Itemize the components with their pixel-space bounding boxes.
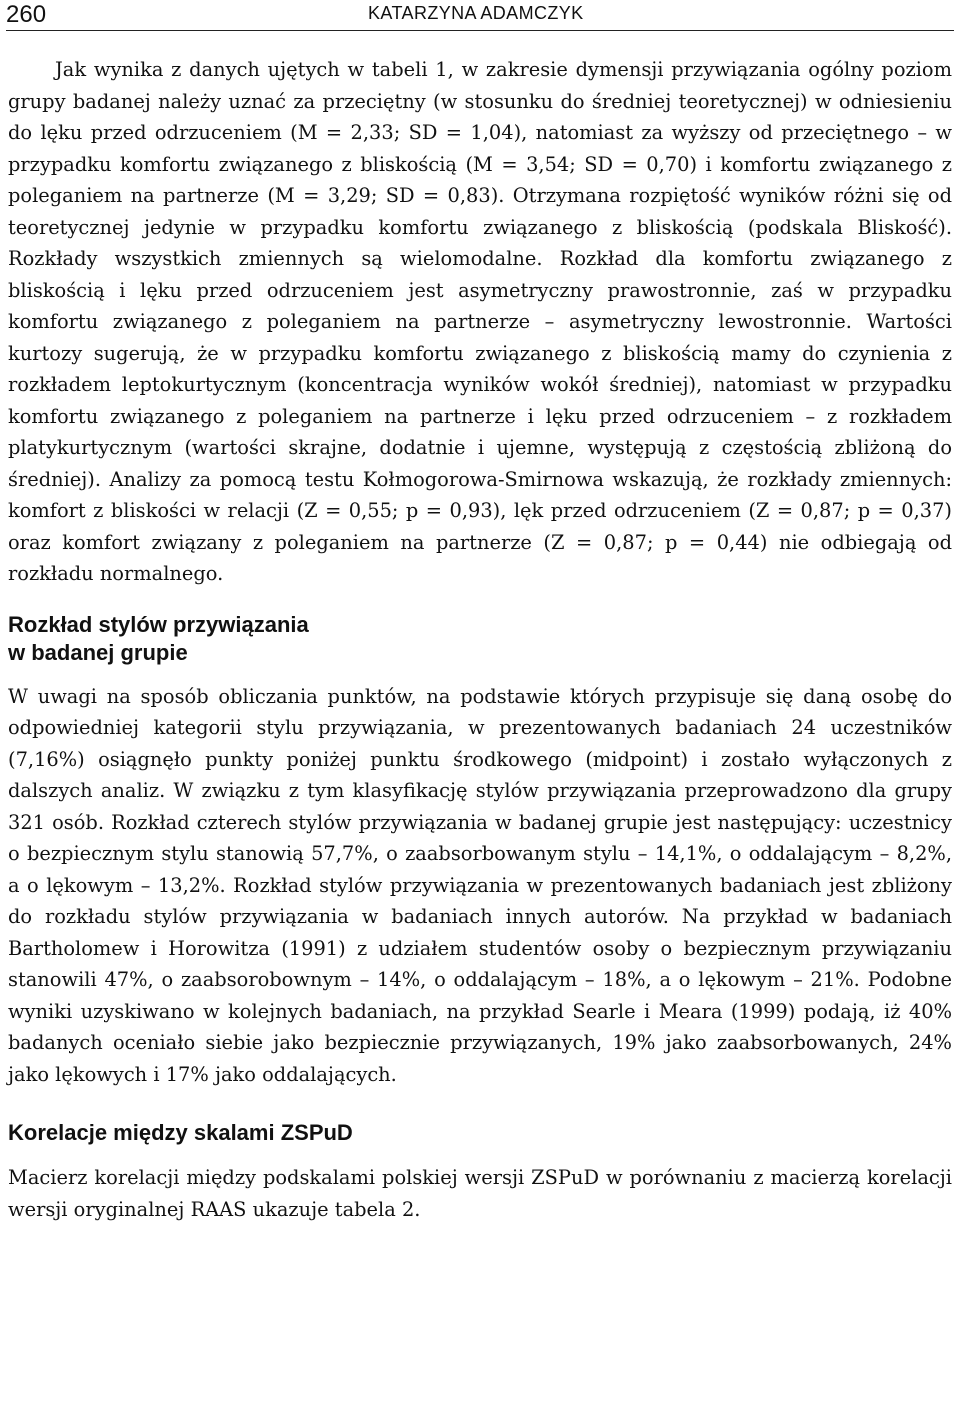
page-number: 260 <box>6 1 47 28</box>
heading-line-2: w badanej grupie <box>8 639 188 665</box>
page-content <box>8 54 952 1225</box>
running-head: KATARZYNA ADAMCZYK <box>368 3 584 23</box>
section-heading-attachment-styles <box>8 611 952 667</box>
heading-line-1: Rozkład stylów przywiązania <box>8 611 309 637</box>
page-header <box>6 0 954 31</box>
section-heading-correlations: Korelacje między skalami ZSPuD <box>8 1120 353 1145</box>
body-paragraph-1: Jak wynika z danych ujętych w tabeli 1, w zakresie dymensji przywiązania ogólny poziom grupy badanej należy uznać za przeciętny (w stosunku do średniej teoretycznej) w odniesieniu do lęku przed odrzuceniem (M = 2,33; SD = 1,04), natomiast za wyższy od przeciętnego – w przypadku komfortu związanego z bliskością (M = 3,54; SD = 0,70) i komfortu związanego z poleganiem na partnerze (M = 3,29; SD = 0,83). Otrzymana rozpiętość wyników różni się od teoretycznej jedynie w przypadku komfortu związanego z bliskością (podskala Bliskość). Rozkłady wszystkich zmiennych są wielomodalne. Rozkład dla komfortu związanego z bliskością i lęku przed odrzuceniem jest asymetryczny prawostronnie, zaś w przypadku komfortu związanego z poleganiem na partnerze – asymetryczny lewostronnie. Wartości kurtozy sugerują, że w przypadku komfortu związanego z bliskością mamy do czynienia z rozkładem leptokurtycznym (koncentracja wyników wokół średniej), natomiast w przypadku komfortu związanego z poleganiem na partnerze i lęku przed odrzuceniem – z rozkładem platykurtycznym (wartości skrajne, dodatnie i ujemne, występują z częstością zbliżoną do średniej). Analizy za pomocą testu Kołmogorowa-Smirnowa wskazują, że rozkłady zmiennych: komfort z bliskości w relacji (Z = 0,55; p = 0,93), lęk przed odrzuceniem (Z = 0,87; p = 0,37) oraz komfort związany z poleganiem na partnerze (Z = 0,87; p = 0,44) nie odbiegają od rozkładu normalnego. <box>8 58 952 585</box>
body-paragraph-3: Macierz korelacji między podskalami polskiej wersji ZSPuD w porównaniu z macierzą korelacji wersji oryginalnej RAAS ukazuje tabela 2. <box>8 1166 952 1221</box>
body-paragraph-2: W uwagi na sposób obliczania punktów, na podstawie których przypisuje się daną osobę do odpowiedniej kategorii stylu przywiązania, w prezentowanych badaniach 24 uczestników (7,16%) osiągnęło punkty poniżej punktu środkowego (midpoint) i zostało wyłączonych z dalszych analiz. W związku z tym klasyfikację stylów przywiązania przeprowadzono dla grupy 321 osób. Rozkład czterech stylów przywiązania w badanej grupie jest następujący: uczestnicy o bezpiecznym stylu stanowią 57,7%, o zaabsorbowanym stylu – 14,1%, o oddalającym – 8,2%, a o lękowym – 13,2%. Rozkład stylów przywiązania w prezentowanych badaniach jest zbliżony do rozkładu stylów przywiązania w badaniach innych autorów. Na przykład w badaniach Bartholomew i Horowitza (1991) z udziałem studentów osoby o bezpiecznym przywiązaniu stanowili 47%, o zaabsorobownym – 14%, o oddalającym – 18%, a o lękowym – 21%. Podobne wyniki uzyskiwano w kolejnych badaniach, na przykład Searle i Meara (1999) podają, iż 40% badanych oceniało siebie jako bezpiecznie przywiązanych, 19% jako zaabsorbowanych, 24% jako lękowych i 17% jako oddalających. <box>8 684 952 1086</box>
